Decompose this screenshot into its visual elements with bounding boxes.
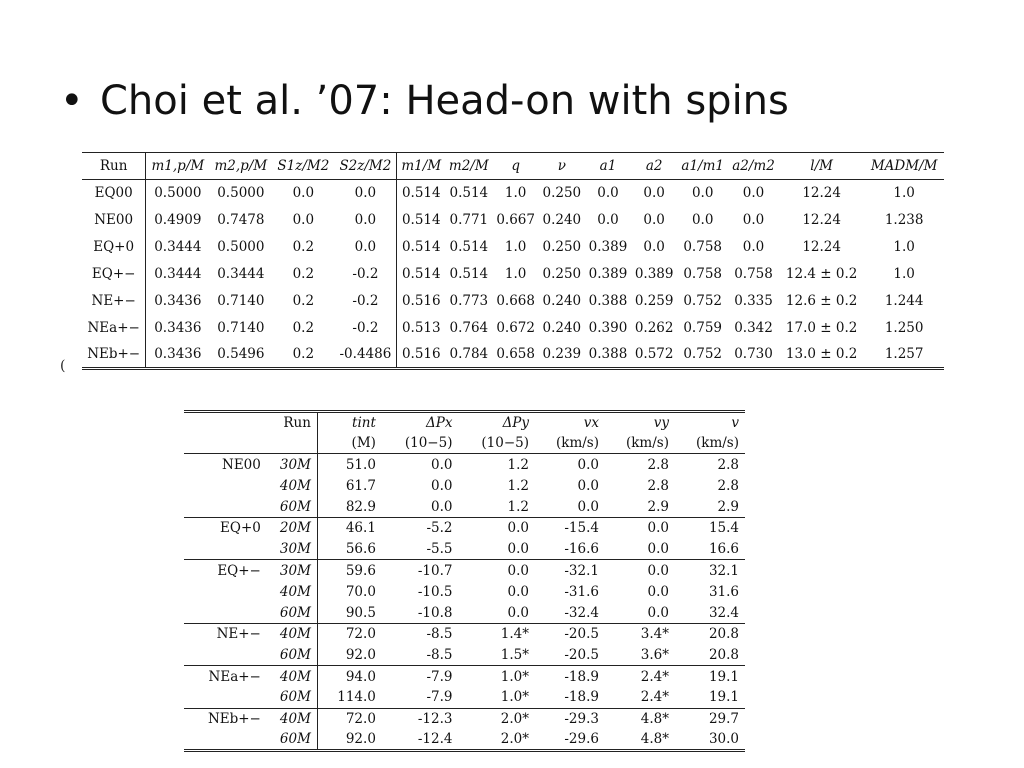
table1-cell: -0.2: [334, 261, 397, 288]
table1-cell: 0.0: [334, 180, 397, 207]
table1-header: a1/m1: [677, 153, 728, 180]
table1-row: [82, 288, 944, 315]
extraction-time: 20M: [264, 517, 318, 538]
table1-cell: 0.667: [496, 212, 535, 228]
table2-cell: 32.4: [708, 604, 739, 621]
table1-cell: 0.3444: [154, 239, 202, 255]
table1-header: q: [493, 153, 539, 180]
table2-cell: 0.0: [577, 498, 599, 515]
table2-cell: -15.4: [535, 517, 605, 538]
table2-cell: -12.3: [382, 708, 459, 729]
run-label: NE+−: [184, 623, 264, 644]
table1-cell: 0.0: [691, 185, 714, 202]
table2-cell: -18.9: [535, 666, 605, 687]
table2-cell: -10.8: [417, 604, 453, 621]
table1-cell: 0.3444: [154, 266, 202, 282]
extraction-time: 40M: [264, 623, 318, 644]
table2-cell: -31.6: [564, 583, 599, 600]
table2-cell: 0.0: [577, 456, 599, 473]
table2-cell: 0.0: [605, 517, 675, 538]
slide-title: [60, 78, 789, 124]
table2-cell: 0.0: [647, 583, 669, 600]
table1-cell: 0.752: [677, 342, 728, 369]
table2-unit: (M): [317, 433, 381, 454]
table1-cell: 0.250: [542, 266, 582, 282]
table2-cell: 16.6: [708, 540, 739, 557]
table1-cell: 0.2: [272, 342, 334, 369]
table2-cell: -8.5: [382, 623, 459, 644]
table1-header: l/M: [779, 153, 864, 180]
table1-cell: 0.752: [683, 293, 722, 309]
table2-row: [184, 687, 745, 708]
table1-cell: 0.758: [734, 266, 773, 282]
table2-cell: -10.7: [382, 560, 459, 581]
table2-cell: 29.7: [675, 708, 745, 729]
table1-cell: 0.0: [691, 212, 714, 228]
table1-header: m2,p/M: [209, 153, 272, 180]
table1-cell: 0.2: [292, 239, 315, 255]
table1-cell: 0.7478: [217, 212, 265, 228]
table2-cell: 20.8: [708, 646, 739, 663]
table2-cell: -32.1: [535, 560, 605, 581]
table1-cell: 0.335: [734, 293, 773, 309]
table1-cell: 0.388: [585, 342, 631, 369]
run-label: EQ+0: [82, 234, 146, 261]
table2-row: [184, 496, 745, 517]
table2-row: [184, 708, 745, 729]
table2-cell: 0.0: [577, 477, 599, 494]
table2-row: [184, 645, 745, 666]
table1-cell: 12.24: [802, 239, 841, 255]
table1-cell: 0.0: [742, 212, 765, 228]
table2-cell: 2.9: [717, 498, 739, 515]
table1-cell: 0.2: [292, 266, 315, 282]
table1-cell: 1.244: [884, 293, 924, 309]
table1-cell: 0.514: [401, 185, 441, 202]
extraction-time: 30M: [264, 454, 318, 475]
table2-row: [184, 560, 745, 581]
table1-cell: 1.250: [884, 320, 924, 336]
table2-cell: 94.0: [317, 666, 381, 687]
table1-cell: 0.4909: [154, 212, 202, 228]
table1-cell: 0.514: [449, 266, 489, 282]
table2-cell: -7.9: [426, 689, 453, 706]
table1-cell: 0.784: [445, 342, 493, 369]
table1-cell: 0.730: [728, 342, 779, 369]
table1-header: S2z/M2: [334, 153, 397, 180]
table2-cell: 0.0: [507, 540, 530, 557]
table1-cell: 0.0: [643, 212, 665, 228]
table1-cell: 0.250: [542, 239, 582, 255]
table1-cell: 0.771: [449, 212, 489, 228]
table1-cell: 0.0: [643, 239, 665, 255]
table2-header: Run: [184, 412, 317, 433]
table1-row: [82, 207, 944, 234]
table2-cell: -10.5: [417, 583, 453, 600]
table1-cell: -0.4486: [334, 342, 397, 369]
extraction-time: 40M: [264, 581, 318, 602]
table1-cell: 0.7140: [217, 320, 265, 336]
table1-row: [82, 315, 944, 342]
table1-cell: 0.262: [634, 320, 674, 336]
table2-header: vx: [535, 412, 605, 433]
table1-cell: 0.5000: [217, 185, 265, 202]
table2-cell: 0.0: [647, 604, 669, 621]
table2-cell: 0.0: [507, 583, 530, 600]
table1-header: m1,p/M: [146, 153, 210, 180]
table1-cell: 0.250: [542, 185, 582, 202]
table2-cell: 1.4*: [458, 623, 535, 644]
table2-row: [184, 517, 745, 538]
table1-row: [82, 234, 944, 261]
table2-cell: -18.9: [564, 689, 599, 706]
table2-cell: 4.8*: [605, 708, 675, 729]
run-label: EQ+0: [184, 517, 264, 538]
table2-cell: 2.4*: [640, 689, 669, 706]
table1-header: m1/M: [397, 153, 445, 180]
table2-cell: 0.0: [458, 517, 535, 538]
table1-header: ν: [539, 153, 585, 180]
table1-cell: 0.514: [401, 266, 441, 282]
table2-cell: 90.5: [345, 604, 376, 621]
table2-unit: (km/s): [535, 433, 605, 454]
table1-cell: 0.516: [397, 342, 445, 369]
table1-cell: 1.257: [864, 342, 944, 369]
table2-cell: 0.0: [507, 604, 530, 621]
table1-cell: 0.758: [683, 266, 722, 282]
table1-cell: 0.259: [634, 293, 674, 309]
extraction-time: 30M: [264, 560, 318, 581]
table1-cell: 0.0: [292, 185, 315, 202]
table2-cell: -7.9: [382, 666, 459, 687]
table2-header: ΔPx: [382, 412, 459, 433]
table2-header: vy: [605, 412, 675, 433]
table1-cell: 0.389: [588, 266, 628, 282]
table2-cell: -8.5: [426, 646, 453, 663]
extraction-time: 40M: [264, 666, 318, 687]
table2-cell: 0.0: [605, 560, 675, 581]
table1-header: Run: [82, 153, 146, 180]
table1-cell: 0.389: [634, 266, 674, 282]
table2-unit: (10−5): [382, 433, 459, 454]
table2-row: [184, 729, 745, 750]
run-label: NE+−: [82, 288, 146, 315]
run-label: [184, 581, 264, 602]
table1-cell: 0.764: [449, 320, 489, 336]
table2-cell: -16.6: [564, 540, 599, 557]
table1-cell: 0.240: [542, 212, 582, 228]
table2-unit: (km/s): [675, 433, 745, 454]
table2-header: tint: [317, 412, 381, 433]
table1-cell: 1.0: [893, 185, 915, 202]
table2-cell: 0.0: [458, 560, 535, 581]
table2-cell: 19.1: [708, 689, 739, 706]
table1-cell: 12.24: [802, 212, 841, 228]
table1-row: [82, 261, 944, 288]
table2-cell: 32.1: [675, 560, 745, 581]
table2-header: ΔPy: [458, 412, 535, 433]
run-label: NEa+−: [184, 666, 264, 687]
table2-cell: 20.8: [675, 623, 745, 644]
table1-cell: 1.0: [504, 239, 527, 255]
table2-cell: 92.0: [345, 646, 376, 663]
run-label: EQ00: [82, 180, 146, 207]
table2-cell: 0.0: [430, 477, 453, 494]
table1-cell: -0.2: [334, 288, 397, 315]
table1-cell: 0.3436: [154, 293, 202, 309]
table1-cell: 12.24: [802, 185, 841, 202]
table1-cell: 0.240: [542, 293, 582, 309]
table1-cell: 0.240: [542, 320, 582, 336]
table1-cell: 0.388: [588, 293, 628, 309]
run-label: NEa+−: [82, 315, 146, 342]
table2-row: [184, 623, 745, 644]
table1-cell: 1.0: [893, 266, 915, 282]
table1-cell: 0.5000: [217, 239, 265, 255]
run-label: EQ+−: [82, 261, 146, 288]
table1-cell: 0.773: [449, 293, 489, 309]
table1-cell: 0.668: [496, 293, 535, 309]
table2-cell: 1.0*: [458, 666, 535, 687]
table2-cell: -32.4: [564, 604, 599, 621]
table1-row: [82, 342, 944, 369]
table1-cell: 1.238: [884, 212, 924, 228]
table2-cell: 0.0: [647, 540, 669, 557]
table2-cell: -5.2: [382, 517, 459, 538]
kick-results-table: [184, 410, 745, 752]
table2-cell: 3.6*: [640, 646, 669, 663]
extraction-time: 60M: [264, 496, 318, 517]
table1-cell: 0.5000: [154, 185, 202, 202]
table2-cell: 114.0: [337, 689, 376, 706]
table2-cell: 31.6: [708, 583, 739, 600]
table1-cell: 0.514: [449, 185, 489, 202]
run-label: EQ+−: [184, 560, 264, 581]
table1-cell: 0.513: [401, 320, 441, 336]
table1-cell: 0.0: [334, 234, 397, 261]
table2-cell: 72.0: [317, 708, 381, 729]
table2-cell: 72.0: [317, 623, 381, 644]
table2-cell: 56.6: [345, 540, 376, 557]
table1-cell: 0.7140: [217, 293, 265, 309]
run-label: NEb+−: [184, 708, 264, 729]
table2-row: [184, 581, 745, 602]
table1-cell: 0.390: [588, 320, 628, 336]
table1-cell: 0.2: [292, 320, 315, 336]
table1-cell: 0.672: [496, 320, 535, 336]
table2-row: [184, 666, 745, 687]
table1-row: [82, 180, 944, 207]
hidden-bullet-fragment: (: [60, 358, 66, 374]
table1-cell: 12.6 ± 0.2: [785, 293, 858, 309]
table1-header: a2: [631, 153, 677, 180]
table2-cell: 2.8: [717, 477, 739, 494]
table1-cell: 0.514: [401, 212, 441, 228]
table1-header: a2/m2: [728, 153, 779, 180]
table1-cell: 0.3436: [146, 342, 210, 369]
table1-cell: 0.3436: [154, 320, 202, 336]
table1-cell: 0.0: [334, 207, 397, 234]
table2-cell: 2.4*: [605, 666, 675, 687]
table1-header: m2/M: [445, 153, 493, 180]
extraction-time: 60M: [264, 687, 318, 708]
table1-cell: 0.342: [734, 320, 773, 336]
table2-cell: 46.1: [317, 517, 381, 538]
table2-cell: 2.8: [647, 477, 669, 494]
table2-cell: 1.2: [507, 456, 530, 473]
table2-cell: 82.9: [345, 498, 376, 515]
table2-cell: 1.5*: [500, 646, 530, 663]
table2-row: [184, 602, 745, 623]
run-label: NE00: [82, 207, 146, 234]
table2-row: [184, 475, 745, 496]
table2-cell: 2.8: [647, 456, 669, 473]
table2-cell: 51.0: [345, 456, 376, 473]
extraction-time: 30M: [264, 539, 318, 560]
table2-cell: 3.4*: [605, 623, 675, 644]
table1-cell: 0.0: [597, 212, 619, 228]
run-label: [184, 539, 264, 560]
run-label: [184, 645, 264, 666]
table1-cell: 0.3444: [217, 266, 265, 282]
table1-cell: 0.514: [401, 239, 441, 255]
table1-cell: 0.389: [588, 239, 628, 255]
table2-cell: 2.9: [647, 498, 669, 515]
bullet-marker: •: [60, 78, 84, 124]
table2-cell: 1.0*: [500, 689, 530, 706]
run-label: [184, 475, 264, 496]
table2-cell: -20.5: [564, 646, 599, 663]
table2-cell: 2.0*: [458, 708, 535, 729]
table2-cell: 2.8: [717, 456, 739, 473]
run-label: NEb+−: [82, 342, 146, 369]
table2-header: v: [675, 412, 745, 433]
table1-cell: 1.0: [504, 185, 527, 202]
table2-unit: (km/s): [605, 433, 675, 454]
table1-header: a1: [585, 153, 631, 180]
table1-cell: 0.759: [683, 320, 722, 336]
table2-cell: 1.2: [507, 477, 530, 494]
table1-cell: 12.4 ± 0.2: [785, 266, 858, 282]
table2-cell: -29.6: [535, 729, 605, 750]
extraction-time: 40M: [264, 708, 318, 729]
table2-cell: 2.0*: [458, 729, 535, 750]
table2-unit: (10−5): [458, 433, 535, 454]
table2-cell: 61.7: [345, 477, 376, 494]
run-label: [184, 687, 264, 708]
extraction-time: 40M: [264, 475, 318, 496]
run-label: [184, 602, 264, 623]
table2-cell: -29.3: [535, 708, 605, 729]
table1-cell: 0.758: [683, 239, 722, 255]
run-label: [184, 729, 264, 750]
table1-cell: 0.658: [493, 342, 539, 369]
table1-cell: 13.0 ± 0.2: [779, 342, 864, 369]
table1-cell: 0.0: [742, 239, 765, 255]
table1-cell: 0.2: [292, 293, 315, 309]
table2-cell: 59.6: [317, 560, 381, 581]
table2-cell: 0.0: [430, 498, 453, 515]
table2-cell: 4.8*: [605, 729, 675, 750]
table1-cell: 0.514: [449, 239, 489, 255]
table2-cell: 70.0: [345, 583, 376, 600]
table1-cell: 0.0: [742, 185, 765, 202]
table2-cell: 19.1: [675, 666, 745, 687]
table2-cell: -5.5: [426, 540, 453, 557]
table2-cell: 92.0: [317, 729, 381, 750]
extraction-time: 60M: [264, 602, 318, 623]
table2-cell: 0.0: [430, 456, 453, 473]
slide-title-text: Choi et al. ’07: Head-on with spins: [100, 78, 789, 124]
table2-cell: -20.5: [535, 623, 605, 644]
table1-cell: 0.516: [401, 293, 441, 309]
table1-cell: 0.239: [539, 342, 585, 369]
table2-row: [184, 454, 745, 475]
run-label: NE00: [222, 456, 261, 473]
table1-cell: -0.2: [334, 315, 397, 342]
run-label: [184, 496, 264, 517]
table1-cell: 0.572: [631, 342, 677, 369]
extraction-time: 60M: [264, 645, 318, 666]
table2-cell: 1.2: [507, 498, 530, 515]
table2-cell: 30.0: [675, 729, 745, 750]
table2-row: [184, 539, 745, 560]
table2-cell: -12.4: [382, 729, 459, 750]
table1-cell: 0.0: [597, 185, 619, 202]
table1-cell: 0.0: [292, 212, 315, 228]
table1-cell: 0.5496: [209, 342, 272, 369]
table1-cell: 0.0: [643, 185, 665, 202]
table2-unit: [184, 433, 317, 454]
initial-data-table: [82, 152, 944, 370]
table1-header: MADM/M: [864, 153, 944, 180]
table1-cell: 1.0: [504, 266, 527, 282]
table1-cell: 1.0: [893, 239, 915, 255]
table2-cell: 15.4: [675, 517, 745, 538]
table1-cell: 17.0 ± 0.2: [785, 320, 858, 336]
table1-header: S1z/M2: [272, 153, 334, 180]
extraction-time: 60M: [264, 729, 318, 750]
